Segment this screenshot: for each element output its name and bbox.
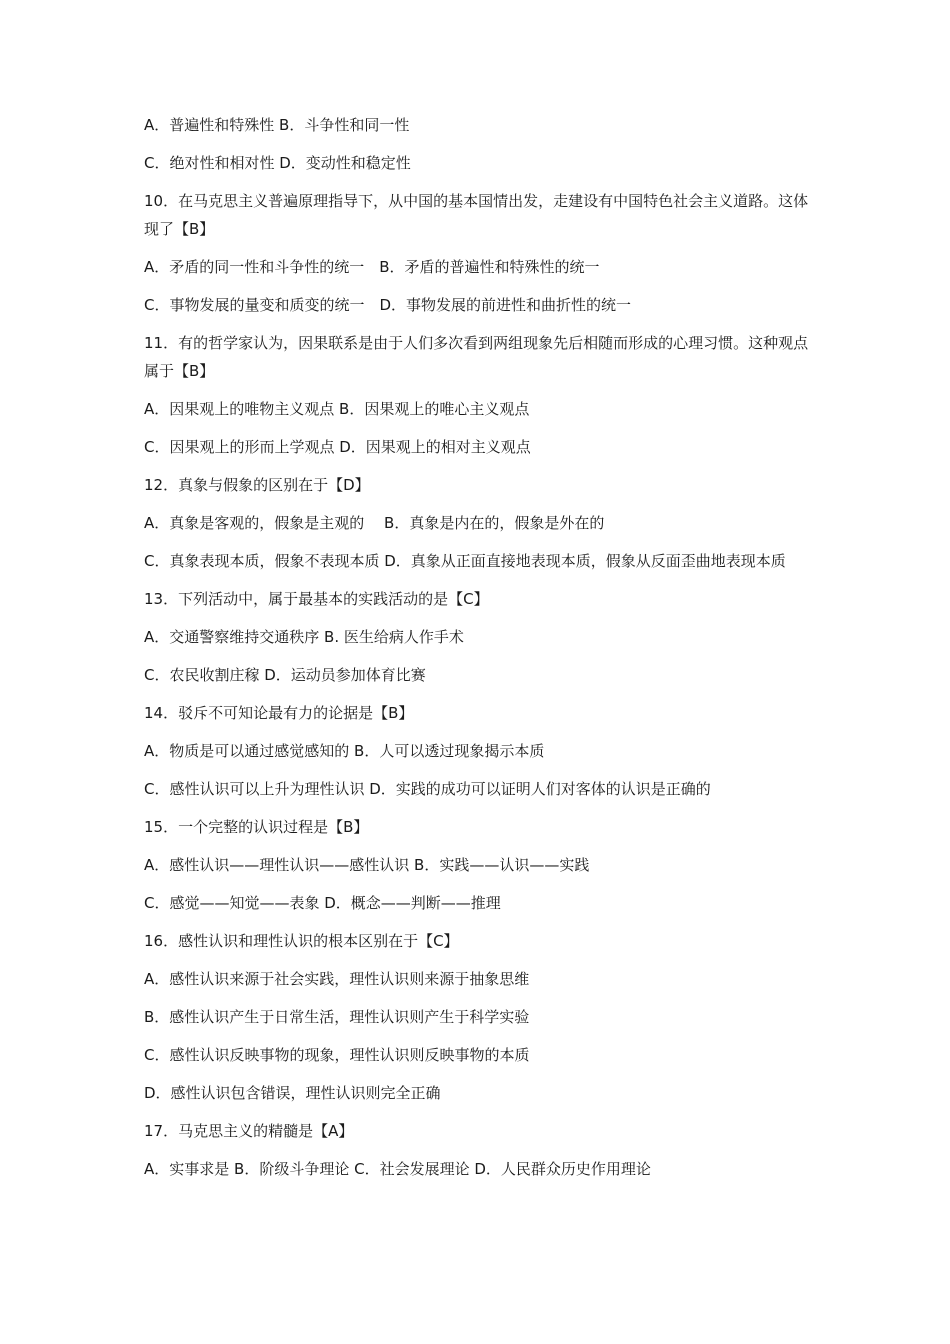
question-10: 10．在马克思主义普遍原理指导下，从中国的基本国情出发，走建设有中国特色社会主义道路。这体现了【B】 [144, 192, 809, 238]
option-line: C．绝对性和相对性 D．变动性和稳定性 [144, 154, 411, 172]
option-line: D．感性认识包含错误，理性认识则完全正确 [144, 1084, 441, 1102]
option-line: B．感性认识产生于日常生活，理性认识则产生于科学实验 [144, 1008, 530, 1026]
question-13: 13．下列活动中，属于最基本的实践活动的是【C】 [144, 590, 489, 608]
option-line: A．实事求是 B．阶级斗争理论 C．社会发展理论 D．人民群众历史作用理论 [144, 1160, 651, 1178]
option-line: A．感性认识——理性认识——感性认识 B．实践——认识——实践 [144, 856, 590, 874]
option-line: A．感性认识来源于社会实践，理性认识则来源于抽象思维 [144, 970, 530, 988]
option-line: C．感性认识反映事物的现象，理性认识则反映事物的本质 [144, 1046, 530, 1064]
question-15: 15．一个完整的认识过程是【B】 [144, 818, 369, 836]
document-page [144, 111, 816, 1193]
question-16: 16．感性认识和理性认识的根本区别在于【C】 [144, 932, 459, 950]
option-line: A．矛盾的同一性和斗争性的统一 B．矛盾的普遍性和特殊性的统一 [144, 258, 600, 276]
option-line: A．物质是可以通过感觉感知的 B．人可以透过现象揭示本质 [144, 742, 545, 760]
option-line: A．普遍性和特殊性 B．斗争性和同一性 [144, 116, 410, 134]
option-line: C．感性认识可以上升为理性认识 D．实践的成功可以证明人们对客体的认识是正确的 [144, 780, 711, 798]
option-line: A．真象是客观的，假象是主观的 B．真象是内在的，假象是外在的 [144, 514, 605, 532]
question-12: 12．真象与假象的区别在于【D】 [144, 476, 370, 494]
question-11: 11．有的哲学家认为，因果联系是由于人们多次看到两组现象先后相随而形成的心理习惯。这种观点属于【B】 [144, 334, 809, 380]
option-line: C．真象表现本质，假象不表现本质 D．真象从正面直接地表现本质，假象从反面歪曲地表现本质 [144, 552, 786, 570]
option-line: A．交通警察维持交通秩序 B. 医生给病人作手术 [144, 628, 464, 646]
option-line: A．因果观上的唯物主义观点 B．因果观上的唯心主义观点 [144, 400, 530, 418]
question-14: 14．驳斥不可知论最有力的论据是【B】 [144, 704, 414, 722]
question-17: 17．马克思主义的精髓是【A】 [144, 1122, 354, 1140]
option-line: C．事物发展的量变和质变的统一 D．事物发展的前进性和曲折性的统一 [144, 296, 632, 314]
option-line: C．农民收割庄稼 D．运动员参加体育比赛 [144, 666, 426, 684]
option-line: C．因果观上的形而上学观点 D．因果观上的相对主义观点 [144, 438, 531, 456]
option-line: C．感觉——知觉——表象 D．概念——判断——推理 [144, 894, 501, 912]
